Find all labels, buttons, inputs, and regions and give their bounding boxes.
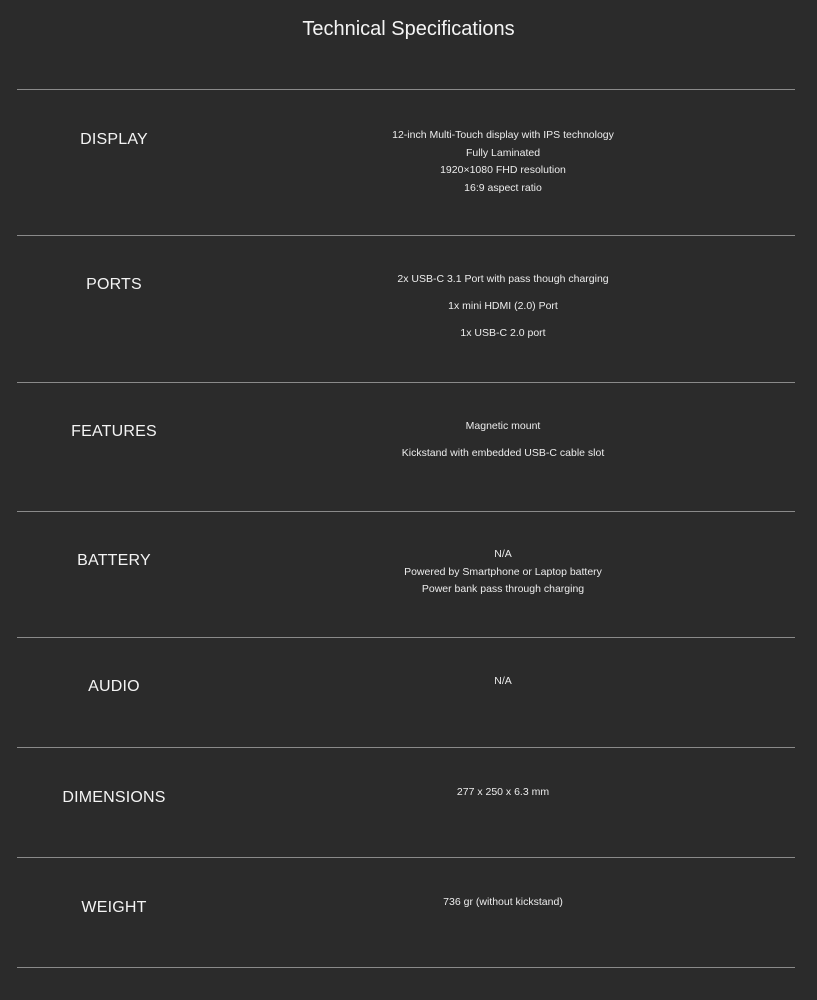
spec-row-features <box>17 383 795 512</box>
spec-values-battery <box>309 546 697 599</box>
spec-label-features: FEATURES <box>71 423 157 440</box>
spec-label-battery: BATTERY <box>77 552 151 569</box>
spec-value: 1x mini HDMI (2.0) Port <box>448 300 558 312</box>
spec-values-display <box>309 127 697 197</box>
spec-row-display <box>17 90 795 236</box>
spec-value: Magnetic mount <box>465 420 541 432</box>
spec-value: 16:9 aspect ratio <box>464 181 542 194</box>
spec-label-dimensions: DIMENSIONS <box>62 789 166 806</box>
spec-values-features <box>309 413 697 467</box>
spec-values-weight <box>309 894 697 912</box>
spec-label-display: DISPLAY <box>80 131 148 148</box>
spec-value: Kickstand with embedded USB-C cable slot <box>401 447 605 459</box>
spec-value: 1920×1080 FHD resolution <box>440 164 566 176</box>
spec-row-audio <box>17 638 795 748</box>
spec-values-ports <box>309 266 697 347</box>
spec-value: N/A <box>494 548 512 560</box>
page-title: Technical Specifications <box>302 18 515 40</box>
spec-row-weight <box>17 858 795 968</box>
spec-value: Powered by Smartphone or Laptop battery <box>404 565 602 578</box>
spec-value: Fully Laminated <box>465 146 541 159</box>
spec-value: 277 x 250 x 6.3 mm <box>456 786 550 798</box>
spec-row-battery <box>17 512 795 638</box>
spec-values-audio <box>309 673 697 691</box>
spec-value: 2x USB-C 3.1 Port with pass though charging <box>397 273 609 285</box>
spec-values-dimensions <box>309 784 697 802</box>
spec-label-audio: AUDIO <box>88 678 140 695</box>
spec-value: 1x USB-C 2.0 port <box>460 327 546 339</box>
spec-label-ports: PORTS <box>86 276 142 293</box>
spec-row-dimensions <box>17 748 795 858</box>
specs-table <box>17 89 795 968</box>
spec-label-weight: WEIGHT <box>81 899 147 916</box>
spec-value: 12-inch Multi-Touch display with IPS technology <box>392 129 614 141</box>
spec-row-ports <box>17 236 795 383</box>
spec-value: N/A <box>494 675 512 687</box>
spec-value: 736 gr (without kickstand) <box>443 896 563 908</box>
spec-value: Power bank pass through charging <box>421 583 585 595</box>
